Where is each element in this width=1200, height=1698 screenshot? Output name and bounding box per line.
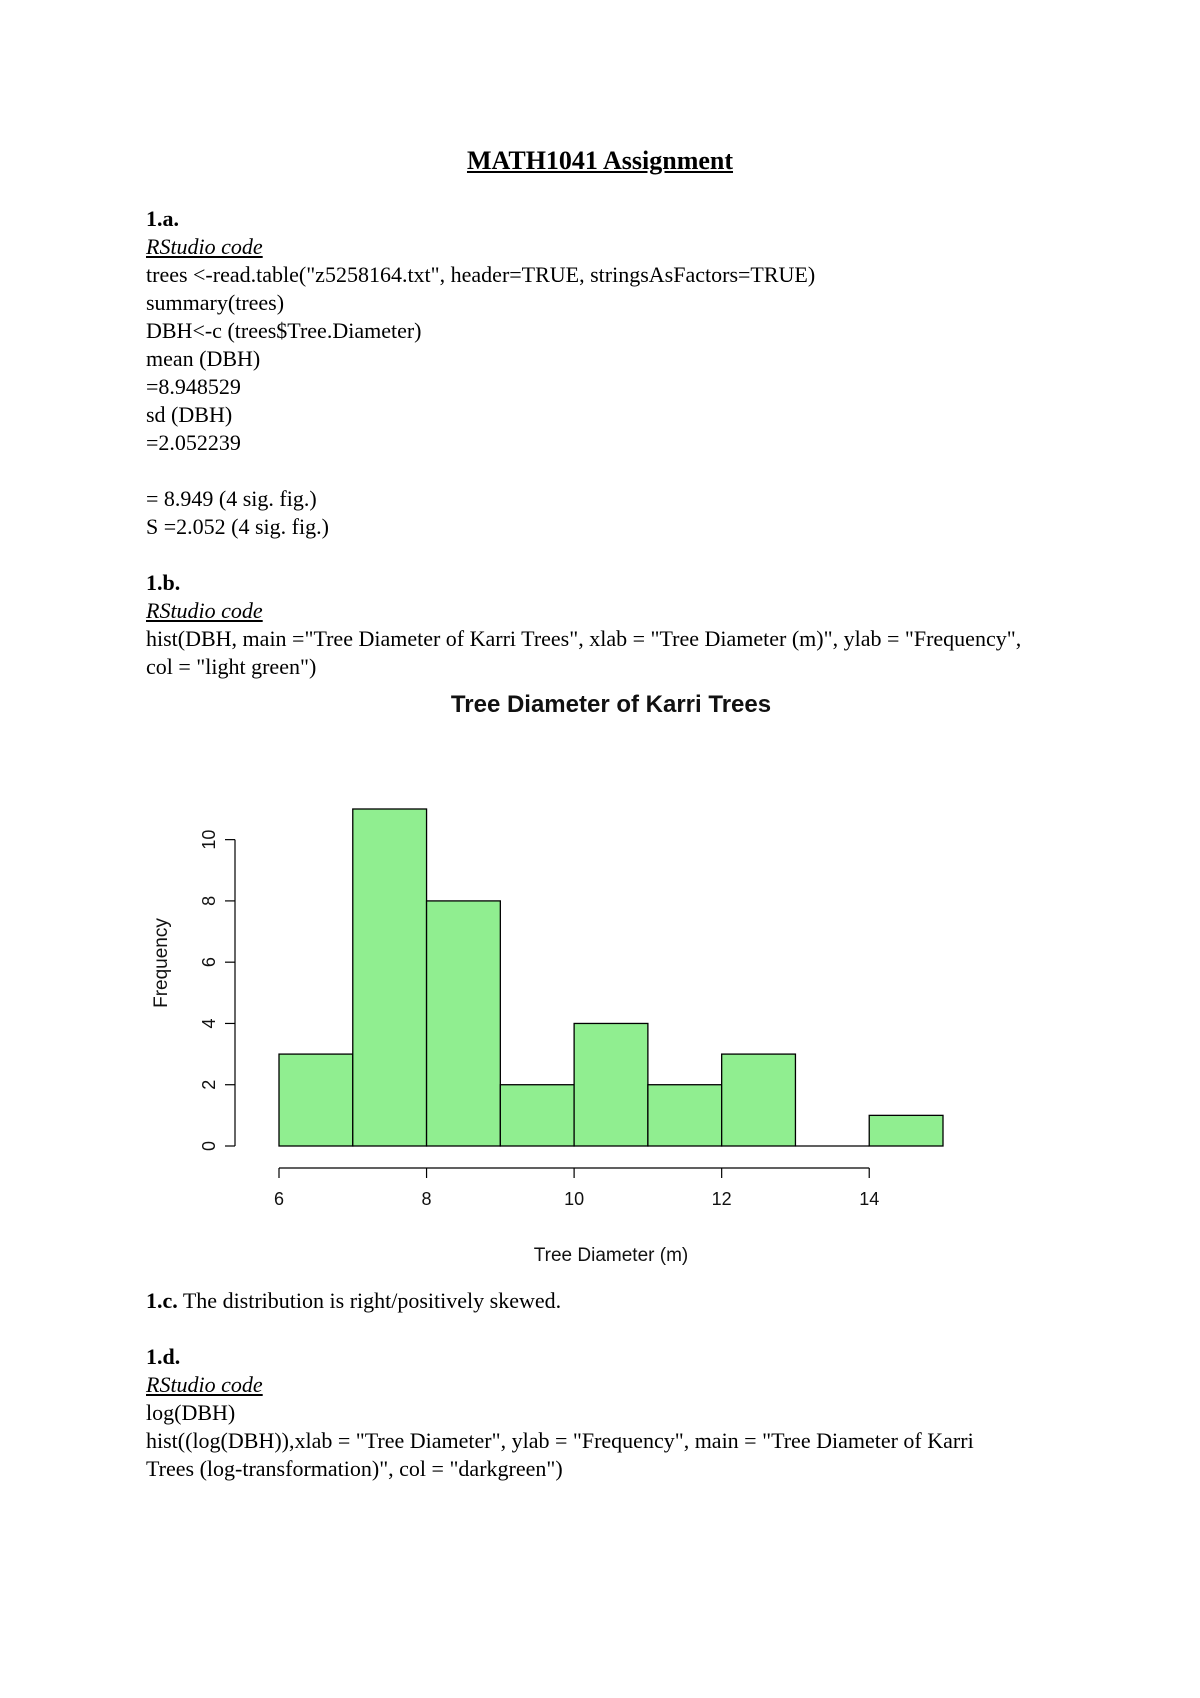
x-tick-label: 10	[564, 1189, 585, 1209]
x-tick-label: 14	[859, 1189, 880, 1209]
x-tick-label: 8	[421, 1189, 432, 1209]
histogram-bar	[279, 1054, 353, 1146]
histogram-bar	[648, 1085, 722, 1146]
section-1a	[146, 205, 1056, 541]
x-tick-label: 12	[711, 1189, 732, 1209]
histogram-chart	[130, 690, 970, 1280]
histogram-bar	[574, 1023, 648, 1146]
y-axis	[199, 830, 235, 1151]
code-line: trees <-read.table("z5258164.txt", header=TRUE, stringsAsFactors=TRUE)	[146, 262, 816, 287]
answer-text: The distribution is right/positively skewed.	[177, 1288, 562, 1313]
bars-group	[279, 809, 943, 1146]
y-tick-label: 4	[199, 1018, 219, 1029]
x-axis	[274, 1168, 879, 1209]
document-title: MATH1041 Assignment	[466, 146, 734, 175]
section-1c	[146, 1287, 1056, 1315]
section-1b	[146, 569, 1056, 681]
code-label: RStudio code	[146, 1372, 263, 1397]
result-mean: = 8.949 (4 sig. fig.)	[146, 486, 317, 511]
code-label: RStudio code	[146, 234, 263, 259]
code-line: hist((log(DBH)),xlab = "Tree Diameter", ylab = "Frequency", main = "Tree Diameter of Karri Trees (log-transformation)", col = "darkgreen")	[146, 1428, 974, 1481]
y-tick-label: 8	[199, 895, 219, 906]
histogram-bar	[427, 901, 501, 1146]
code-line: hist(DBH, main ="Tree Diameter of Karri Trees", xlab = "Tree Diameter (m)", ylab = "Frequency", col = "light green")	[146, 626, 1022, 679]
x-axis-label: Tree Diameter (m)	[533, 1245, 689, 1266]
histogram-bar	[353, 809, 427, 1146]
code-line: summary(trees)	[146, 290, 285, 315]
section-1d	[146, 1343, 1056, 1483]
y-tick-label: 10	[199, 829, 219, 850]
section-heading: 1.a.	[146, 206, 179, 231]
code-output: =8.948529	[146, 374, 241, 399]
section-heading: 1.c.	[146, 1288, 178, 1313]
code-line: mean (DBH)	[146, 346, 261, 371]
section-heading: 1.b.	[146, 570, 181, 595]
code-line: DBH<-c (trees$Tree.Diameter)	[146, 318, 422, 343]
histogram-bar	[722, 1054, 796, 1146]
histogram-bar	[500, 1085, 574, 1146]
code-line: sd (DBH)	[146, 402, 233, 427]
section-heading: 1.d.	[146, 1344, 181, 1369]
y-tick-label: 6	[199, 957, 219, 968]
code-line: log(DBH)	[146, 1400, 236, 1425]
y-tick-label: 0	[199, 1140, 219, 1152]
y-tick-label: 2	[199, 1079, 219, 1090]
x-tick-label: 6	[273, 1189, 285, 1209]
histogram-svg	[130, 690, 970, 1280]
code-output: =2.052239	[146, 430, 241, 455]
y-axis-label: Frequency	[151, 918, 172, 1008]
code-label: RStudio code	[146, 598, 263, 623]
chart-title: Tree Diameter of Karri Trees	[450, 691, 772, 718]
result-sd: S =2.052 (4 sig. fig.)	[146, 514, 329, 539]
histogram-bar	[869, 1115, 943, 1146]
